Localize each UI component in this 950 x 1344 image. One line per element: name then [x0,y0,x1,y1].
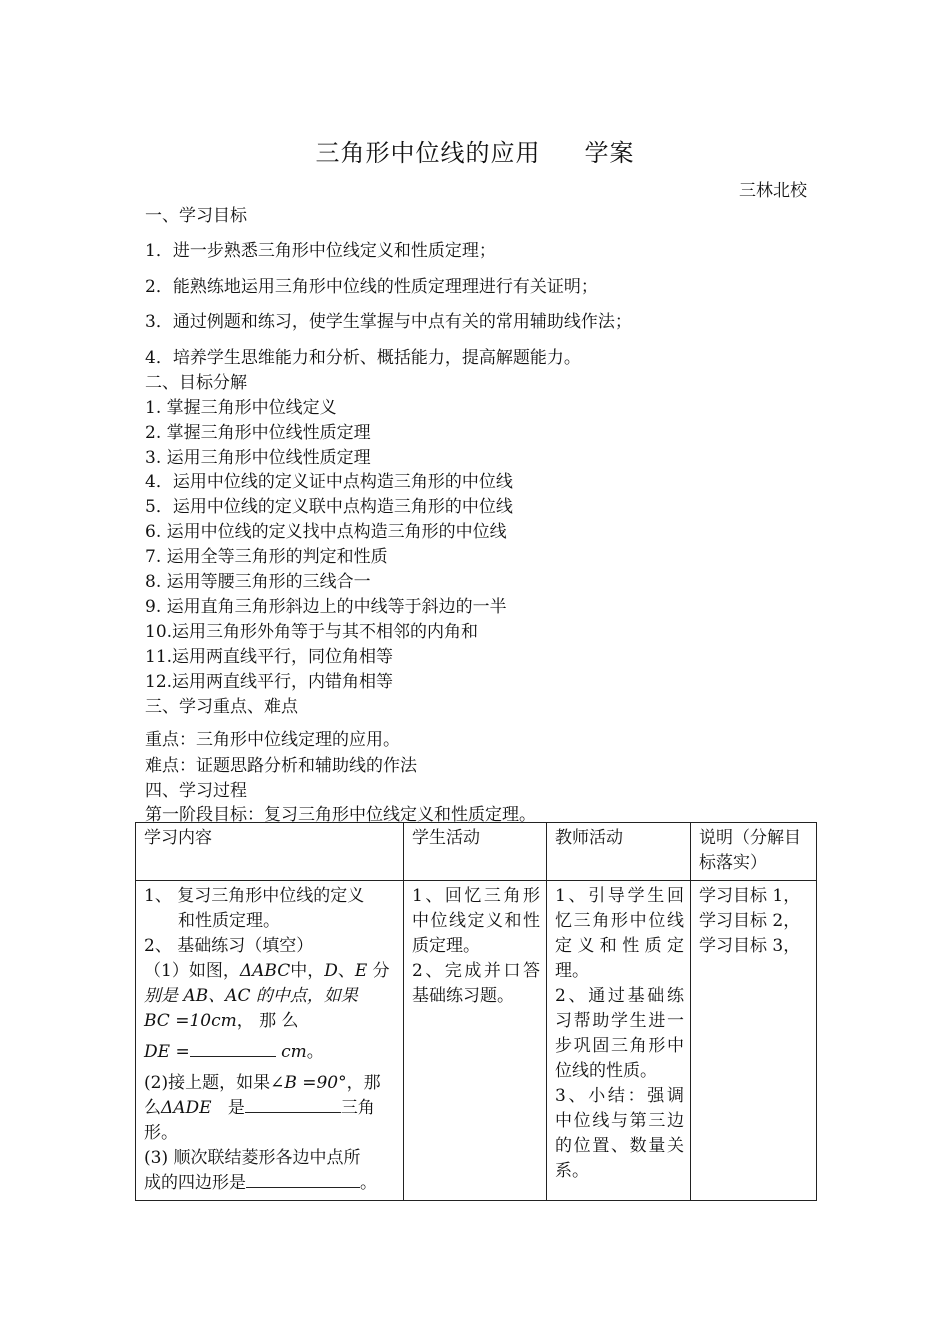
student-activity: 1、回忆三角形中位线定义和性质定理。 [412,886,540,956]
content-line: 成的四边形是 。 [144,1173,377,1193]
content-line: 形。 [144,1123,178,1143]
breakdown-item: 11.运用两直线平行，同位角相等 [145,647,394,667]
breakdown-item: 3. 运用三角形中位线性质定理 [145,448,371,468]
note-item: 学习目标 2， [699,911,801,931]
note-item: 学习目标 1， [699,886,801,906]
content-line: 别是 AB、AC 的中点，如果 [144,986,358,1006]
section-heading-process: 四、学习过程 [145,781,247,801]
breakdown-item: 1. 掌握三角形中位线定义 [145,398,337,418]
section-heading-breakdown: 二、目标分解 [145,373,247,393]
breakdown-item: 7. 运用全等三角形的判定和性质 [145,547,388,567]
breakdown-item: 4．运用中位线的定义证中点构造三角形的中位线 [145,472,513,492]
answer-blank [245,1096,341,1113]
table-row [136,881,817,1201]
content-line: BC =10cm， 那 么 [144,1011,299,1031]
key-point: 重点：三角形中位线定理的应用。 [145,730,400,750]
notes-cell [691,881,817,1201]
learning-process-table [135,822,817,1201]
question-3: (3) 顺次联结菱形各边中点所 [144,1148,361,1168]
breakdown-item: 5．运用中位线的定义联中点构造三角形的中位线 [145,497,513,517]
answer-blank [190,1040,276,1057]
breakdown-item: 9. 运用直角三角形斜边上的中线等于斜边的一半 [145,597,507,617]
angle-b: ∠B =90° [270,1073,347,1093]
objective-item: 4．培养学生思维能力和分析、概括能力，提高解题能力。 [145,348,581,368]
objective-item: 1．进一步熟悉三角形中位线定义和性质定理； [145,241,496,261]
question-1: （1）如图，ΔABC中，D、E 分 [144,961,390,981]
content-line: 1、 复习三角形中位线的定义 [144,886,365,906]
title-sub: 学案 [584,139,635,167]
table-header-row [136,823,817,881]
table-header: 学习内容 [136,823,404,881]
answer-blank [246,1171,360,1188]
student-activity-cell [404,881,547,1201]
table-header: 说明（分解目标落实） [691,823,817,881]
question-2: (2)接上题，如果∠B =90°，那 [144,1073,381,1093]
objective-item: 3．通过例题和练习，使学生掌握与中点有关的常用辅助线作法； [145,312,632,332]
triangle-abc: ΔABC [239,961,291,981]
table-header: 学生活动 [404,823,547,881]
objective-item: 2．能熟练地运用三角形中位线的性质定理理进行有关证明； [145,277,598,297]
content-line: 和性质定理。 [178,911,280,931]
section-heading-objectives: 一、学习目标 [145,206,247,226]
school-name: 三林北校 [739,181,807,201]
teacher-activity: 3、小结：强调中位线与第三边的位置、数量关系。 [555,1086,684,1181]
stage-goal: 第一阶段目标：复习三角形中位线定义和性质定理。 [145,805,536,825]
content-line: 么ΔADE 是 三角 [144,1098,375,1118]
student-activity: 2、完成并口答基础练习题。 [412,961,540,1006]
section-heading-focus: 三、学习重点、难点 [145,697,298,717]
document-title [0,133,950,168]
content-cell [136,881,404,1201]
title-main: 三角形中位线的应用 [315,139,541,167]
content-line: DE = cm。 [144,1042,324,1062]
breakdown-item: 12.运用两直线平行，内错角相等 [145,672,394,692]
breakdown-item: 10.运用三角形外角等于与其不相邻的内角和 [145,622,479,642]
teacher-activity: 2、通过基础练习帮助学生进一步巩固三角形中位线的性质。 [555,986,684,1081]
content-line: 2、 基础练习（填空） [144,936,314,956]
note-item: 学习目标 3， [699,936,801,956]
breakdown-item: 8. 运用等腰三角形的三线合一 [145,572,371,592]
breakdown-item: 6. 运用中位线的定义找中点构造三角形的中位线 [145,522,507,542]
teacher-activity-cell [547,881,691,1201]
table-header: 教师活动 [547,823,691,881]
teacher-activity: 1、引导学生回忆三角形中位线定义和性质定理。 [555,886,684,981]
breakdown-item: 2. 掌握三角形中位线性质定理 [145,423,371,443]
difficult-point: 难点：证题思路分析和辅助线的作法 [145,756,417,776]
